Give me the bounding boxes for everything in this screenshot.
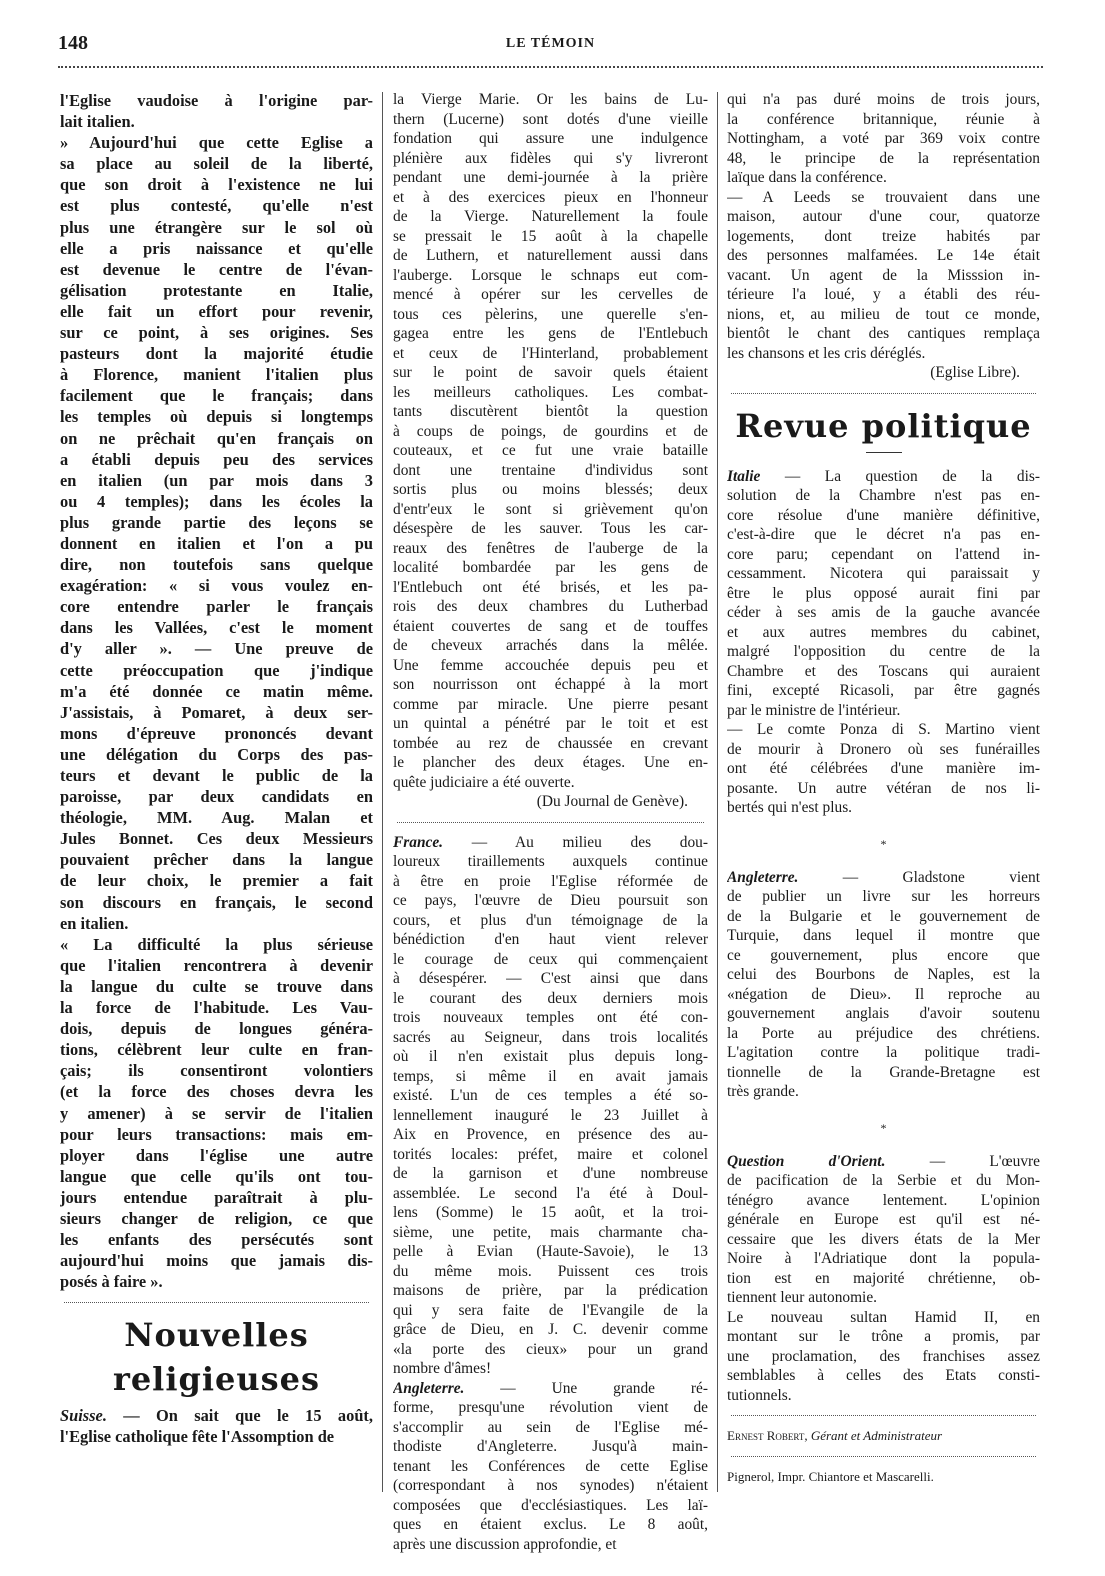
- paragraph-line: thodiste d'Angleterre. Jusqu'à main-: [393, 1438, 708, 1455]
- paragraph-line: le courage de ceux qui commençaient: [393, 950, 708, 968]
- paragraph-line: trois nouveaux temples ont été con-: [393, 1009, 708, 1026]
- paragraph-line: la force de l'habitude. Les Vau-: [60, 998, 373, 1018]
- paragraph-line: on ne prêchait qu'en français on: [60, 428, 373, 448]
- angleterre-body: [393, 1398, 708, 1554]
- paragraph-line: sième, une petite, mais charmante cha-: [393, 1223, 708, 1241]
- paragraph-line: de Luthern, et naturellement aussi dans: [393, 247, 708, 264]
- paragraph-line: à désespérer. — C'est ainsi que dans: [393, 970, 708, 987]
- paragraph-line: thern (Lucerne) sont dotés d'une vieille: [393, 110, 708, 128]
- paragraph-line: [60, 1405, 373, 1426]
- paragraph-line: celui des Bourbons de Naples, est la: [727, 966, 1040, 983]
- paragraph-line: plus une étrangère sur le sol où: [60, 217, 373, 237]
- paragraph-line: après une discussion approfondie, et: [393, 1535, 617, 1553]
- paragraph-line: donnent en italien et l'on a pu: [60, 533, 373, 553]
- line-text: — L'œuvre: [885, 1152, 1040, 1170]
- paragraph-line: composées que d'ecclésiastiques. Les laï-: [393, 1496, 708, 1514]
- paragraph-line: générale en Europe est qu'il est né-: [727, 1211, 1040, 1228]
- paragraph-line: a établi depuis peu des services: [60, 449, 373, 469]
- column-3: [727, 90, 1040, 1486]
- paragraph-line: » Aujourd'hui que cette Eglise a: [60, 133, 373, 153]
- paragraph-line: semblables à celles des Etats consti-: [727, 1367, 1040, 1384]
- paragraph-line: malgré l'opposition du centre de la: [727, 643, 1040, 660]
- section-title-revue: Revue politique: [735, 406, 1032, 445]
- column-divider-right: [717, 92, 718, 1492]
- paragraph-line: sortis plus ou moins blessés; deux: [393, 481, 708, 498]
- paragraph-line: de pacification de la Serbie et du Mon-: [727, 1172, 1040, 1189]
- paragraph-line: elle fait un effort pour revenir,: [60, 301, 373, 321]
- printer-line: Pignerol, Impr. Chiantore et Mascarelli.: [727, 1468, 934, 1484]
- paragraph-line: sa place au soleil de la liberté,: [60, 154, 373, 174]
- section-label-france: France.: [393, 833, 444, 851]
- paragraph-line: Chambre et des Toscans qui auraient: [727, 662, 1040, 680]
- paragraph-line: «la porte des cieux» pour un grand: [393, 1340, 708, 1358]
- paragraph-line: m'a été donnée ce matin même.: [60, 681, 373, 701]
- section-label-orient: Question d'Orient.: [727, 1152, 886, 1170]
- paragraph-line: pelle à Evian (Haute-Savoie), le 13: [393, 1243, 708, 1260]
- paragraph-line: par le ministre de l'intérieur.: [727, 701, 901, 719]
- star-divider: *: [880, 1120, 887, 1135]
- paragraph-line: théologie, MM. Aug. Malan et: [60, 808, 373, 828]
- paragraph-line: les meilleurs catholiques. Les combat-: [393, 383, 708, 401]
- paragraph-line: d'entr'eux le sont si grièvement qu'on: [393, 500, 708, 518]
- paragraph-line: de publier un livre sur les horreurs: [727, 888, 1040, 905]
- column-1-article: [60, 90, 373, 1292]
- column-1: [60, 90, 373, 1448]
- paragraph-line: et aux autres membres du cabinet,: [727, 623, 1040, 641]
- paragraph-line: y amener) à se servir de l'italien: [60, 1103, 373, 1123]
- paragraph-line: assemblée. Le second l'a été à Doul-: [393, 1184, 708, 1202]
- paragraph-line: lennellement inauguré le 23 Juillet à: [393, 1106, 708, 1124]
- paragraph-line: Nottingham, a voté par 369 voix contre: [727, 130, 1040, 147]
- paragraph-line: tenant les Conférences de cette Eglise: [393, 1457, 708, 1475]
- paragraph-line: maisons de prière, par la prédication: [393, 1282, 708, 1299]
- paragraph-line: jours entendue paraîtrait à plu-: [60, 1187, 373, 1207]
- paragraph-line: pasteurs dont la majorité étudie: [60, 344, 373, 364]
- paragraph-line: [727, 1152, 1040, 1172]
- imprint-name: Ernest Robert,: [727, 1428, 808, 1443]
- paragraph-line: dois, depuis de longues généra-: [60, 1019, 373, 1039]
- paragraph-line: L'agitation contre la politique tradi-: [727, 1044, 1040, 1061]
- source-credit: (Du Journal de Genève).: [536, 793, 688, 810]
- paragraph-line: est plus contesté, qu'elle n'est: [60, 196, 373, 216]
- paragraph-line: rois des deux chambres du Lutherbad: [393, 598, 708, 615]
- paragraph-line: bénédiction d'en haut vient relever: [393, 931, 708, 948]
- paragraph-line: très grande.: [727, 1083, 799, 1100]
- paragraph-line: que l'italien rencontrera à devenir: [60, 955, 373, 975]
- article-separator: [397, 822, 704, 823]
- paragraph-line: cessaire que les divers états de la Mer: [727, 1230, 1040, 1248]
- section-separator: [64, 1302, 369, 1303]
- paragraph-line: la Porte au préjudice des chrétiens.: [727, 1024, 1040, 1042]
- france-paragraph: [393, 833, 708, 1379]
- paragraph-line: plus grande partie des leçons se: [60, 512, 373, 532]
- paragraph-line: être le plus opposé aurait fini par: [727, 584, 1040, 602]
- paragraph-line: céder à ses amis de la gauche avancée: [727, 604, 1040, 621]
- paragraph-line: étaient couvertes de sang et de touffes: [393, 617, 708, 635]
- paragraph-line: gélisation protestante en Italie,: [60, 280, 373, 300]
- paragraph-line: gouvernement anglais d'avoir soutenu: [727, 1005, 1040, 1022]
- paragraph-line: lait italien.: [60, 112, 135, 132]
- paragraph-line: l'Eglise vaudoise à l'origine par-: [60, 91, 373, 110]
- paragraph-line: maison, autour d'une cour, quatorze: [727, 208, 1040, 225]
- paragraph-line: l'Eglise catholique fête l'Assomption de: [60, 1427, 335, 1447]
- running-head: LE TÉMOIN: [505, 36, 596, 51]
- paragraph-line: plénière aux fidèles qui s'y livreront: [393, 149, 708, 167]
- paragraph-line: temps, si même il en avait jamais: [393, 1067, 708, 1085]
- paragraph-line: de la Bulgarie et le gouvernement de: [727, 907, 1040, 925]
- paragraph-line: et à des exercices pieux en l'honneur: [393, 188, 708, 206]
- paragraph-line: le plancher des deux étages. Une en-: [393, 754, 708, 771]
- paragraph-line: localité bombardée par les gens de: [393, 559, 708, 576]
- paragraph-line: se pressait le 15 août à la chapelle: [393, 227, 708, 245]
- paragraph-line: désespère de les sauver. Tous les car-: [393, 520, 708, 537]
- paragraph-line: fini, excepté Ricasoli, par être gagnés: [727, 682, 1040, 699]
- paragraph-line: [393, 1379, 708, 1399]
- paragraph-line: la langue du culte se trouve dans: [60, 976, 373, 996]
- paragraph-line: les chansons et les cris déréglés.: [727, 344, 926, 362]
- paragraph-line: sieurs changer de religion, ce que: [60, 1208, 373, 1228]
- column-divider-left: [382, 92, 383, 1492]
- paragraph-line: montant sur le trône a promis, par: [727, 1328, 1040, 1345]
- paragraph-line: l'auberge. Lorsque le schnaps eut com-: [393, 266, 708, 284]
- paragraph-line: « La difficulté la plus sérieuse: [60, 934, 373, 954]
- paragraph-line: mons d'épreuve prononcés devant: [60, 723, 373, 743]
- section-title-nouvelles: Nouvelles religieuses: [112, 1316, 321, 1399]
- header-rule: [58, 66, 1043, 68]
- line-text: — On sait que le 15 août,: [106, 1406, 373, 1426]
- paragraph-line: son discours en français, le second: [60, 892, 373, 912]
- paragraph-line: des personnes malfamées. Le 14e était: [727, 247, 1040, 264]
- paragraph-line: solution de la Chambre n'est pas en-: [727, 487, 1040, 504]
- paragraph-line: comme par miracle. Une pierre pesant: [393, 695, 708, 713]
- paragraph-line: mencé à opérer sur les cervelles de: [393, 286, 708, 303]
- paragraph-line: Aix en Provence, en présence des au-: [393, 1126, 708, 1143]
- paragraph-line: et ceux de l'Hinterland, probablement: [393, 344, 708, 362]
- star-divider: *: [880, 836, 887, 851]
- line-text: — Gladstone vient: [798, 868, 1040, 886]
- imprint-separator: [731, 1415, 1036, 1416]
- paragraph-line: couteaux, et ce fut une vraie bataille: [393, 442, 708, 459]
- paragraph-line: ce gouvernement, plus encore que: [727, 946, 1040, 964]
- paragraph-line: qui y sera faite de l'Evangile de la: [393, 1301, 708, 1319]
- paragraph-line: Turquie, dans lequel il montre que: [727, 927, 1040, 944]
- paragraph-line: J'assistais, à Pomaret, à deux ser-: [60, 702, 373, 722]
- paragraph-line: c'est-à-dire que le décret n'a pas en-: [727, 526, 1040, 543]
- paragraph-line: ques en étaient exclus. Le 8 août,: [393, 1516, 708, 1533]
- angleterre-body: [727, 887, 1040, 1102]
- paragraph-line: laïque dans la conférence.: [727, 169, 887, 186]
- paragraph-line: de la Vierge. Naturellement la foule: [393, 208, 708, 225]
- line-text: — Une grande ré-: [464, 1379, 708, 1397]
- imprint-line: [727, 1426, 1040, 1446]
- paragraph-line: existé. L'un de ces temples a été so-: [393, 1087, 708, 1104]
- paragraph-line: bientôt le chant des cantiques remplaça: [727, 325, 1040, 342]
- paragraph-line: qui n'a pas duré moins de trois jours,: [727, 91, 1040, 108]
- paragraph-line: aujourd'hui moins que jamais dis-: [60, 1251, 373, 1271]
- paragraph-line: core résolue d'une manière définitive,: [727, 506, 1040, 524]
- paragraph-line: tionnelle de la Grande-Bretagne est: [727, 1063, 1040, 1081]
- paragraph-line: s'accomplir au sein de l'Eglise mé-: [393, 1418, 708, 1436]
- paragraph-line: son nourrisson ont échappé à la mort: [393, 676, 708, 693]
- paragraph-line: — Le comte Ponza di S. Martino vient: [727, 721, 1040, 738]
- source-credit: (Eglise Libre).: [930, 364, 1020, 381]
- paragraph-line: bertés qui n'est plus.: [727, 799, 853, 816]
- paragraph-line: pendant une demi-journée à la prière: [393, 169, 708, 186]
- paragraph-line: ou 4 temples); dans les écoles la: [60, 491, 373, 511]
- paragraph-line: tants discutèrent bientôt la question: [393, 403, 708, 420]
- paragraph-line: reaux des fenêtres de l'auberge de la: [393, 539, 708, 557]
- paragraph-line: [727, 868, 1040, 888]
- paragraph-line: loureux tiraillements auxquels continue: [393, 853, 708, 870]
- paragraph-line: tombée au rez de chaussée en crevant: [393, 734, 708, 752]
- paragraph-line: tions, célèbrent leur culte en fran-: [60, 1040, 373, 1060]
- paragraph-line: est devenue le centre de l'évan-: [60, 259, 373, 279]
- paragraph-line: ployer dans l'église une autre: [60, 1145, 373, 1165]
- orient-paragraph: [727, 1152, 1040, 1406]
- paragraph-line: gagea entre les gens de l'Entlebuch: [393, 325, 708, 342]
- paragraph-line: d'y aller ». — Une preuve de: [60, 639, 373, 659]
- section-label-italie: Italie: [727, 467, 761, 485]
- paragraph-line: les enfants des persécutés sont: [60, 1230, 373, 1250]
- paragraph-line: logements, dont treize habités par: [727, 227, 1040, 245]
- paragraph-line: «négation de Dieu». Il reproche au: [727, 985, 1040, 1003]
- paragraph-line: — A Leeds se trouvaient dans une: [727, 188, 1040, 206]
- france-body: [393, 852, 708, 1379]
- section-label-suisse: Suisse.: [60, 1406, 107, 1426]
- paragraph-line: elle a pris naissance et qu'elle: [60, 238, 373, 258]
- paragraph-line: dire, non toutefois sans quelque: [60, 555, 373, 575]
- paragraph-line: paroisse, par deux candidats en: [60, 787, 373, 807]
- paragraph-line: posés à faire ».: [60, 1272, 163, 1292]
- paragraph-line: posante. Un autre vétéran de nos li-: [727, 779, 1040, 797]
- page-number: 148: [58, 32, 88, 54]
- paragraph-line: que son droit à l'existence ne lui: [60, 175, 373, 195]
- paragraph-line: la conférence britannique, réunie à: [727, 110, 1040, 128]
- paragraph-line: Noire à l'Adriatique dont la popula-: [727, 1250, 1040, 1267]
- paragraph-line: dans les Vallées, c'est le moment: [60, 618, 373, 638]
- paragraph-line: core entendre parler le français: [60, 597, 373, 617]
- paragraph-line: langue que celle qu'ils ont tou-: [60, 1166, 373, 1186]
- paragraph-line: à être en proie l'Eglise réformée de: [393, 872, 708, 890]
- paragraph-line: (et la force des choses devra les: [60, 1082, 373, 1102]
- paragraph-line: quête judiciaire a été ouverte.: [393, 773, 575, 791]
- paragraph-line: ce pays, l'œuvre de Dieu poursuit son: [393, 892, 708, 909]
- paragraph-line: térieure l'a loué, y a établi des réu-: [727, 286, 1040, 303]
- angleterre-paragraph: [393, 1379, 708, 1555]
- page-header: [58, 30, 1043, 62]
- imprint-separator: [731, 1456, 1036, 1457]
- paragraph-line: lens (Somme) le 15 août, et la troi-: [393, 1204, 708, 1221]
- paragraph-line: cette préoccupation que j'indique: [60, 660, 373, 680]
- paragraph-line: sur ce point, à ses origines. Ses: [60, 323, 373, 343]
- paragraph-line: grâce de Dieu, en J. C. devenir comme: [393, 1321, 708, 1338]
- suisse-paragraph: [60, 1405, 373, 1447]
- italie-paragraph: [727, 467, 1040, 818]
- section-label-angleterre: Angleterre.: [727, 868, 799, 886]
- paragraph-line: de mourir à Dronero où ses funérailles: [727, 740, 1040, 758]
- paragraph-line: vacant. Un agent de la Misssion in-: [727, 266, 1040, 284]
- paragraph-line: à Florence, manient l'italien plus: [60, 365, 373, 385]
- paragraph-line: nombre d'âmes!: [393, 1360, 492, 1377]
- paragraph-line: de cheveux arrachés dans la mêlée.: [393, 637, 708, 654]
- paragraph-line: de la garnison et d'une nombreuse: [393, 1165, 708, 1182]
- paragraph-line: nions, et, au milieu de tout ce monde,: [727, 305, 1040, 323]
- paragraph-line: (correspondant à nos synodes) n'étaient: [393, 1477, 708, 1494]
- paragraph-line: [393, 833, 708, 853]
- paragraph-line: les temples où depuis si longtemps: [60, 407, 373, 427]
- paragraph-line: tion est en majorité chrétienne, ob-: [727, 1269, 1040, 1287]
- conference-article: [727, 90, 1040, 363]
- paragraph-line: une proclamation, des franchises assez: [727, 1347, 1040, 1365]
- paragraph-line: où il n'en existait plus depuis long-: [393, 1048, 708, 1065]
- paragraph-line: le courant des deux derniers mois: [393, 989, 708, 1007]
- section-label-angleterre: Angleterre.: [393, 1379, 465, 1397]
- paragraph-line: pour leurs transactions: mais em-: [60, 1124, 373, 1144]
- paragraph-line: de leur choix, le premier a fait: [60, 871, 373, 891]
- imprint-role: Gérant et Administrateur: [807, 1428, 943, 1443]
- paragraph-line: çais; ils consentiront volontiers: [60, 1061, 373, 1081]
- paragraph-line: 48, le principe de la représentation: [727, 149, 1040, 167]
- paragraph-line: tiennent leur autonomie.: [727, 1289, 878, 1306]
- paragraph-line: torités locales: préfet, maire et colonel: [393, 1145, 708, 1163]
- line-text: — La question de la dis-: [760, 467, 1040, 485]
- paragraph-line: en italien.: [60, 913, 129, 933]
- paragraph-line: teurs et devant le public de la: [60, 766, 373, 785]
- paragraph-line: cours, et plus d'un témoignage de la: [393, 911, 708, 929]
- section-separator: [731, 393, 1036, 394]
- angleterre-politique-paragraph: [727, 868, 1040, 1102]
- paragraph-line: ténégro avance lentement. L'opinion: [727, 1191, 1040, 1209]
- paragraph-line: du même mois. Puissent ces trois: [393, 1262, 708, 1280]
- line-text: — Au milieu des dou-: [443, 833, 708, 851]
- title-rule: [866, 452, 902, 453]
- luthern-article: [393, 90, 708, 792]
- paragraph-line: Le nouveau sultan Hamid II, en: [727, 1308, 1040, 1326]
- paragraph-line: forme, presqu'une révolution vient de: [393, 1399, 708, 1416]
- paragraph-line: Jules Bonnet. Ces deux Messieurs: [60, 829, 373, 849]
- paragraph-line: core paru; cependant on l'attend in-: [727, 545, 1040, 563]
- paragraph-line: tous ces pèlerins, une querelle s'en-: [393, 305, 708, 323]
- paragraph-line: cessamment. Nicotera qui paraissait y: [727, 565, 1040, 582]
- paragraph-line: un quintal a pénétré par le toit et est: [393, 715, 708, 732]
- paragraph-line: à coups de poings, de gourdins et de: [393, 422, 708, 440]
- paragraph-line: dont une trentaine d'individus sont: [393, 461, 708, 479]
- paragraph-line: la Vierge Marie. Or les bains de Lu-: [393, 91, 708, 108]
- paragraph-line: sacrés au Seigneur, dans trois localités: [393, 1028, 708, 1046]
- column-2: [393, 90, 708, 1554]
- paragraph-line: une délégation du Corps des pas-: [60, 744, 373, 764]
- paragraph-line: pouvaient prêcher dans la langue: [60, 850, 373, 870]
- paragraph-line: tutionnels.: [727, 1386, 792, 1404]
- paragraph-line: l'Entlebuch ont été brisés, et les pa-: [393, 578, 708, 596]
- paragraph-line: exagération: « si vous voulez en-: [60, 576, 373, 596]
- paragraph-line: facilement que le français; dans: [60, 386, 373, 406]
- paragraph-line: fondation qui assure une indulgence: [393, 130, 708, 147]
- paragraph-line: ont été célébrées d'une manière im-: [727, 760, 1040, 777]
- paragraph-line: en italien (un par mois dans 3: [60, 470, 373, 490]
- italie-body: [727, 486, 1040, 818]
- paragraph-line: Une femme accouchée depuis peu et: [393, 656, 708, 674]
- paragraph-line: [727, 467, 1040, 487]
- orient-body: [727, 1171, 1040, 1405]
- paragraph-line: sur le point de savoir quels étaient: [393, 364, 708, 381]
